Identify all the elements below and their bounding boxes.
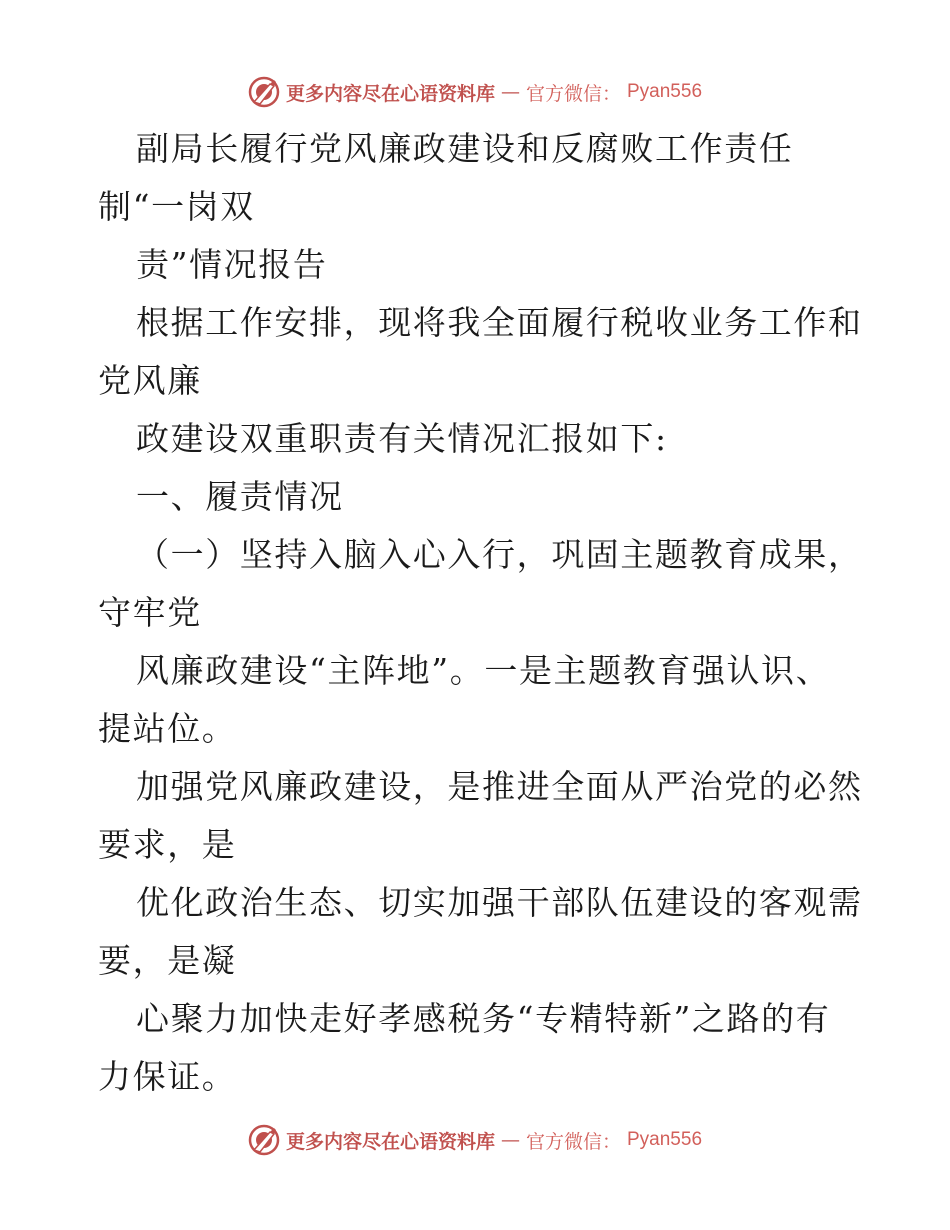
- body-line: 制“一岗双: [98, 187, 255, 226]
- watermark-account: Pyan556: [627, 1129, 703, 1150]
- body-line: 政建设双重职责有关情况汇报如下:: [136, 419, 668, 458]
- body-line: 一、履责情况: [136, 477, 344, 516]
- body-line: （一）坚持入脑入心入行，巩固主题教育成果，: [136, 535, 863, 574]
- body-line: 提站位。: [98, 709, 237, 748]
- watermark-label: 官方微信：: [525, 1130, 621, 1153]
- pen-logo-icon: [248, 1124, 280, 1156]
- body-line: 要求，是: [98, 825, 237, 864]
- report-body: [98, 120, 868, 1106]
- body-line: 优化政治生态、切实加强干部队伍建设的客观需: [136, 883, 863, 922]
- body-line: 根据工作安排，现将我全面履行税收业务工作和: [136, 303, 863, 342]
- body-line: 力保证。: [98, 1057, 237, 1096]
- body-line: 党风廉: [98, 361, 202, 400]
- body-line: 守牢党: [98, 593, 202, 632]
- body-line: 加强党风廉政建设，是推进全面从严治党的必然: [136, 767, 863, 806]
- watermark-separator: —: [500, 1129, 520, 1151]
- body-line: 副局长履行党风廉政建设和反腐败工作责任: [136, 129, 794, 168]
- pen-logo-icon: [248, 76, 280, 108]
- watermark-brand: 更多内容尽在心语资料库: [285, 82, 495, 105]
- watermark-footer: [0, 1120, 950, 1160]
- watermark-header: [0, 72, 950, 112]
- watermark-separator: —: [500, 81, 520, 103]
- body-line: 风廉政建设“主阵地”。一是主题教育强认识、: [136, 651, 831, 690]
- watermark-label: 官方微信：: [525, 82, 621, 105]
- watermark-account: Pyan556: [627, 81, 703, 102]
- body-line: 要，是凝: [98, 941, 237, 980]
- body-line: 责”情况报告: [136, 245, 328, 284]
- watermark-brand: 更多内容尽在心语资料库: [285, 1130, 495, 1153]
- body-line: 心聚力加快走好孝感税务“专精特新”之路的有: [136, 999, 831, 1038]
